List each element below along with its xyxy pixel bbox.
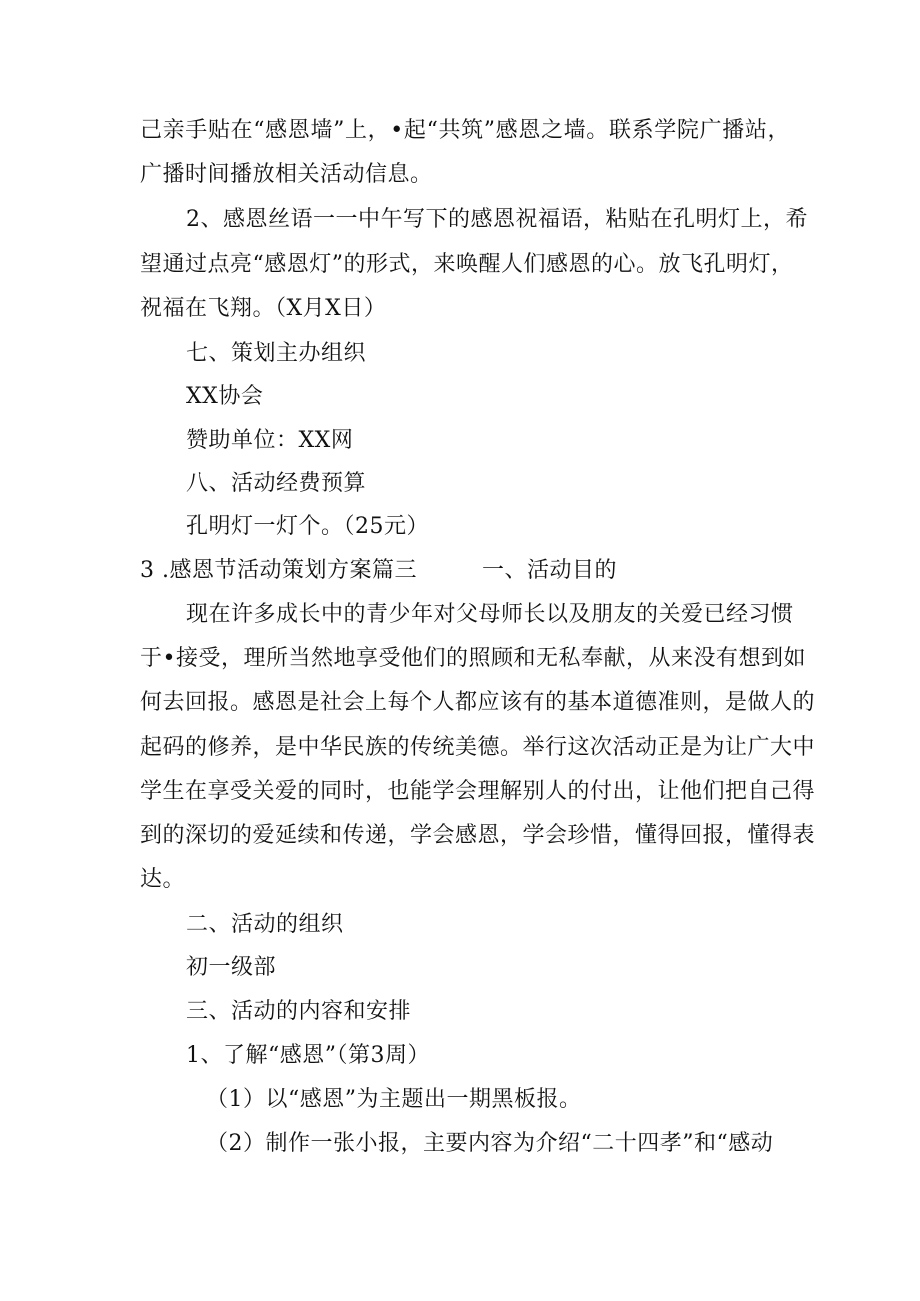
paragraph-line: 2、感恩丝语一一中午写下的感恩祝福语，粘贴在孔明灯上，希 [186,207,808,232]
paragraph-line: 学生在享受关爱的同时，也能学会理解别人的付出，让他们把自己得 [140,779,816,804]
section-heading: 二、活动的组织 [186,912,344,937]
section-heading: 八、活动经费预算 [186,471,367,496]
article-title: 3 .感恩节活动策划方案篇三 [140,558,417,583]
paragraph-line: 到的深切的爱延续和传递，学会感恩，学会珍惜，懂得回报，懂得表 [140,823,816,848]
section-heading: 三、活动的内容和安排 [186,999,412,1024]
paragraph-line: 己亲手贴在“感恩墙”上，•起“共筑”感恩之墙。联系学院广播站， [140,118,790,143]
paragraph-line: XX协会 [186,384,264,409]
paragraph-line: 何去回报。感恩是社会上每个人都应该有的基本道德准则，是做人的 [140,690,816,715]
paragraph-line: 起码的修养，是中华民族的传统美德。举行这次活动正是为让广大中 [140,735,816,760]
paragraph-line: 达。 [140,867,186,892]
list-item: （1）以“感恩”为主题出一期黑板报。 [206,1087,582,1112]
paragraph-line: 现在许多成长中的青少年对父母师长以及朋友的关爱已经习惯 [186,602,794,627]
paragraph-line: 初一级部 [186,955,277,980]
paragraph-line: 望通过点亮“感恩灯”的形式，来唤醒人们感恩的心。放飞孔明灯， [140,252,794,277]
section-heading: 七、策划主办组织 [186,341,367,366]
paragraph-line: 广播时间播放相关活动信息。 [140,162,433,187]
subsection-heading: 1、了解“感恩”（第3周） [186,1043,430,1068]
paragraph-line: 孔明灯一灯个。（25元） [186,514,429,539]
list-item: （2）制作一张小报，主要内容为介绍“二十四孝”和“感动 [206,1131,774,1156]
article-title-row [140,556,618,586]
paragraph-line: 祝福在飞翔。（X月X日） [140,296,387,321]
paragraph-line: 赞助单位：XX网 [186,428,354,453]
section-heading: 一、活动目的 [482,558,618,583]
paragraph-line: 于•接受，理所当然地享受他们的照顾和无私奉献，从来没有想到如 [140,646,806,671]
